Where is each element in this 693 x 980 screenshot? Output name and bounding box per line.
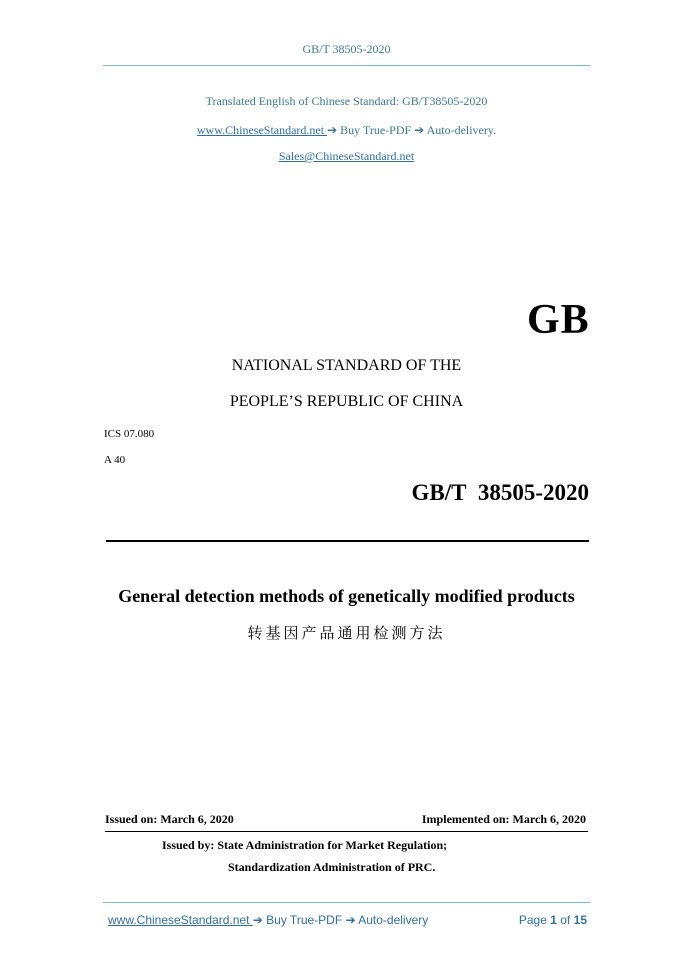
issuer-divider	[105, 831, 588, 832]
translation-notice: Translated English of Chinese Standard: GB/T38505-2020	[205, 94, 488, 108]
email-line	[0, 149, 693, 164]
page-total: 15	[573, 913, 587, 927]
page-of: of	[560, 913, 571, 927]
page-label: Page	[518, 913, 547, 927]
standard-number: GB/T 38505-2020	[411, 480, 589, 505]
issued-date: Issued on: March 6, 2020	[105, 812, 234, 826]
footer-purchase-line	[108, 913, 428, 927]
purchase-text: ➔ Buy True-PDF ➔ Auto-delivery.	[327, 123, 497, 137]
national-standard-heading-2: PEOPLE’S REPUBLIC OF CHINA	[229, 393, 464, 410]
document-title-chinese: 转基因产品通用检测方法	[247, 624, 446, 642]
issuer-line-1: Issued by: State Administration for Market Regulation;	[162, 838, 448, 852]
purchase-line	[0, 123, 693, 138]
sales-email-link[interactable]: Sales@ChineseStandard.net	[278, 149, 415, 163]
site-link[interactable]: www.ChineseStandard.net	[196, 123, 328, 137]
page-indicator	[519, 913, 587, 927]
issuer-line-2: Standardization Administration of PRC.	[228, 860, 436, 874]
document-title-english: General detection methods of genetically modified products	[118, 586, 575, 606]
national-standard-heading: NATIONAL STANDARD OF THE	[231, 357, 462, 374]
running-header: GB/T 38505-2020	[302, 42, 391, 56]
footer-divider	[103, 902, 590, 903]
ics-code: ICS 07.080	[104, 428, 155, 440]
page-current: 1	[550, 913, 557, 927]
footer-purchase-text: ➔ Buy True-PDF ➔ Auto-delivery	[252, 913, 429, 927]
gb-logo: GB	[527, 297, 590, 343]
footer-site-link[interactable]: www.ChineseStandard.net	[108, 913, 253, 927]
implemented-date: Implemented on: March 6, 2020	[421, 812, 586, 826]
header-divider	[103, 65, 590, 66]
ccs-code: A 40	[104, 454, 126, 466]
title-divider	[106, 540, 589, 542]
